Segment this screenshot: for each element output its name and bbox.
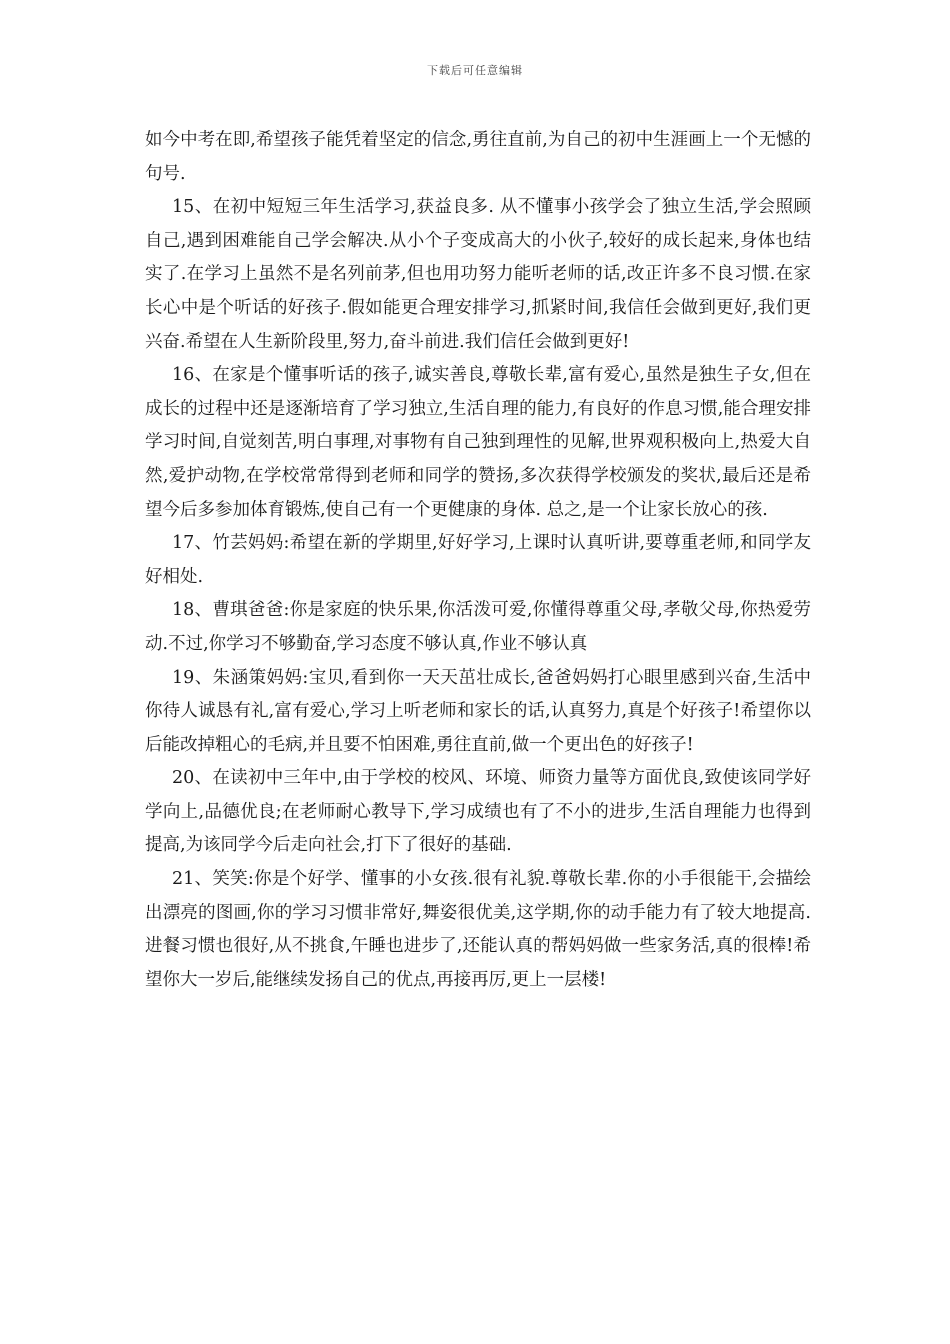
paragraph: 如今中考在即,希望孩子能凭着坚定的信念,勇往直前,为自己的初中生涯画上一个无憾的句号. [145, 130, 811, 184]
paragraph: 19、朱涵策妈妈:宝贝,看到你一天天茁壮成长,爸爸妈妈打心眼里感到兴奋,生活中你待人诚恳有礼,富有爱心,学习上听老师和家长的话,认真努力,真是个好孩子!希望你以后能改掉粗心的毛病,并且要不怕困难,勇往直前,做一个更出色的好孩子! [145, 667, 811, 755]
paragraph: 16、在家是个懂事听话的孩子,诚实善良,尊敬长辈,富有爱心,虽然是独生子女,但在成长的过程中还是逐渐培育了学习独立,生活自理的能力,有良好的作息习惯,能合理安排学习时间,自觉刻苦,明白事理,对事物有自己独到理性的见解,世界观积极向上,热爱大自然,爱护动物,在学校常常得到老师和同学的赞扬,多次获得学校颁发的奖状,最后还是希望今后多参加体育锻炼,使自己有一个更健康的身体. 总之,是一个让家长放心的孩. [145, 365, 811, 520]
paragraph: 20、在读初中三年中,由于学校的校风、环境、师资力量等方面优良,致使该同学好学向上,品德优良;在老师耐心教导下,学习成绩也有了不小的进步,生活自理能力也得到提高,为该同学今后走向社会,打下了很好的基础. [145, 768, 811, 856]
paragraph: 17、竹芸妈妈:希望在新的学期里,好好学习,上课时认真听讲,要尊重老师,和同学友好相处. [145, 533, 811, 587]
paragraph: 15、在初中短短三年生活学习,获益良多. 从不懂事小孩学会了独立生活,学会照顾自己,遇到困难能自己学会解决.从小个子变成高大的小伙子,较好的成长起来,身体也结实了.在学习上虽然不是名列前茅,但也用功努力能听老师的话,改正许多不良习惯.在家长心中是个听话的好孩子.假如能更合理安排学习,抓紧时间,我信任会做到更好,我们更兴奋.希望在人生新阶段里,努力,奋斗前进.我们信任会做到更好! [145, 197, 811, 352]
document-body [145, 124, 811, 997]
paragraph: 18、曹琪爸爸:你是家庭的快乐果,你活泼可爱,你懂得尊重父母,孝敬父母,你热爱劳动.不过,你学习不够勤奋,学习态度不够认真,作业不够认真 [145, 600, 811, 654]
paragraph: 21、笑笑:你是个好学、懂事的小女孩.很有礼貌.尊敬长辈.你的小手很能干,会描绘出漂亮的图画,你的学习习惯非常好,舞姿很优美,这学期,你的动手能力有了较大地提高.进餐习惯也很好,从不挑食,午睡也进步了,还能认真的帮妈妈做一些家务活,真的很棒!希望你大一岁后,能继续发扬自己的优点,再接再厉,更上一层楼! [145, 869, 811, 990]
page-header: 下载后可任意编辑 [427, 64, 523, 77]
